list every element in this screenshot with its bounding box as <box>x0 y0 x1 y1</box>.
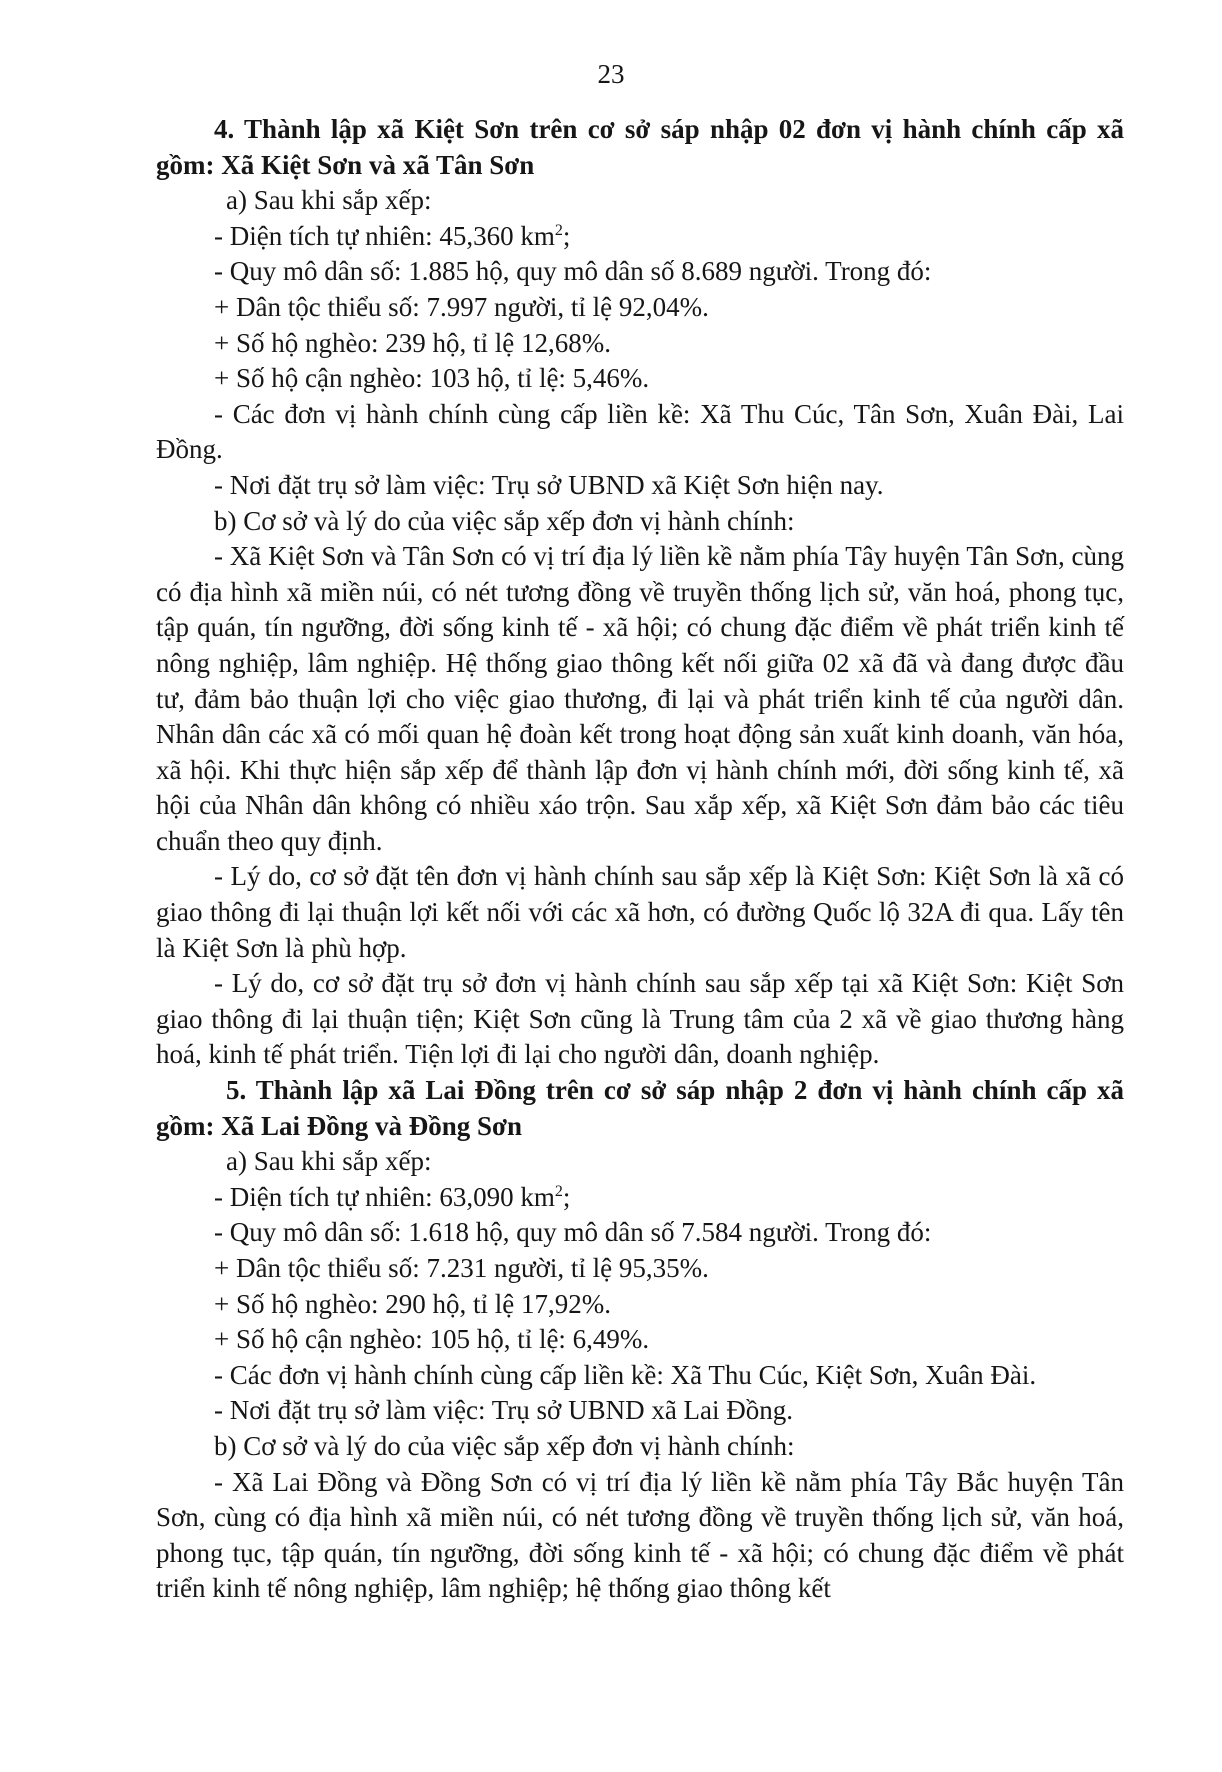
section-4-population: - Quy mô dân số: 1.885 hộ, quy mô dân số 8.689 người. Trong đó: <box>214 256 932 287</box>
section-5-population: - Quy mô dân số: 1.618 hộ, quy mô dân số 7.584 người. Trong đó: <box>214 1217 932 1248</box>
section-5-poor: + Số hộ nghèo: 290 hộ, tỉ lệ 17,92%. <box>214 1288 611 1319</box>
section-4-near-poor: + Số hộ cận nghèo: 103 hộ, tỉ lệ: 5,46%. <box>214 363 650 394</box>
section-4-ethnic: + Dân tộc thiểu số: 7.997 người, tỉ lệ 92,04%. <box>214 291 709 322</box>
section-4-adjacent: - Các đơn vị hành chính cùng cấp liền kề: Xã Thu Cúc, Tân Sơn, Xuân Đài, Lai Đồng. <box>156 398 1124 465</box>
section-5-area-sup: 2 <box>554 1182 563 1200</box>
document-body <box>156 112 1124 1607</box>
section-5-adjacent: - Các đơn vị hành chính cùng cấp liền kề: Xã Thu Cúc, Kiệt Sơn, Xuân Đài. <box>214 1359 1037 1390</box>
section-5-area-end: ; <box>562 1181 571 1212</box>
section-4-poor: + Số hộ nghèo: 239 hộ, tỉ lệ 12,68%. <box>214 327 611 358</box>
section-4-office: - Nơi đặt trụ sở làm việc: Trụ sở UBND xã Kiệt Sơn hiện nay. <box>214 469 884 500</box>
section-5-office: - Nơi đặt trụ sở làm việc: Trụ sở UBND xã Lai Đồng. <box>214 1395 794 1426</box>
section-5-near-poor: + Số hộ cận nghèo: 105 hộ, tỉ lệ: 6,49%. <box>214 1324 650 1355</box>
section-4-b-title: b) Cơ sở và lý do của việc sắp xếp đơn vị hành chính: <box>214 505 795 536</box>
page-number: 23 <box>597 59 625 89</box>
section-4-area-sup: 2 <box>554 221 563 239</box>
section-5-area <box>156 1180 1124 1216</box>
section-5-b-paragraph-1: - Xã Lai Đồng và Đồng Sơn có vị trí địa lý liền kề nằm phía Tây Bắc huyện Tân Sơn, cùng có địa hình xã miền núi, có nét tương đồng về truyền thống lịch sử, văn hoá, phong tục, tập quán, tín ngưỡng, đời sống kinh tế - xã hội; có chung đặc điểm về phát triển kinh tế nông nghiệp, lâm nghiệp; hệ thống giao thông kết <box>156 1466 1124 1604</box>
section-5-a-title: a) Sau khi sắp xếp: <box>226 1146 432 1177</box>
section-5-heading: 5. Thành lập xã Lai Đồng trên cơ sở sáp nhập 2 đơn vị hành chính cấp xã gồm: Xã Lai Đồng và Đồng Sơn <box>156 1075 1124 1141</box>
section-5-ethnic: + Dân tộc thiểu số: 7.231 người, tỉ lệ 95,35%. <box>214 1253 709 1283</box>
section-4-b-paragraph-2: - Lý do, cơ sở đặt tên đơn vị hành chính sau sắp xếp là Kiệt Sơn: Kiệt Sơn là xã có giao thông đi lại thuận lợi kết nối với các xã hơn, có đường Quốc lộ 32A đi qua. Lấy tên là Kiệt Sơn là phù hợp. <box>156 861 1124 963</box>
section-4-heading: 4. Thành lập xã Kiệt Sơn trên cơ sở sáp nhập 02 đơn vị hành chính cấp xã gồm: Xã Kiệt Sơn và xã Tân Sơn <box>156 114 1124 180</box>
section-4-b-paragraph-1: - Xã Kiệt Sơn và Tân Sơn có vị trí địa lý liền kề nằm phía Tây huyện Tân Sơn, cùng có địa hình xã miền núi, có nét tương đồng về truyền thống lịch sử, văn hoá, phong tục, tập quán, tín ngưỡng, đời sống kinh tế - xã hội; có chung đặc điểm về phát triển kinh tế nông nghiệp, lâm nghiệp. Hệ thống giao thông kết nối giữa 02 xã đã và đang được đầu tư, đảm bảo thuận lợi cho việc giao thương, đi lại và phát triển kinh tế của người dân. Nhân dân các xã có mối quan hệ đoàn kết trong hoạt động sản xuất kinh doanh, văn hóa, xã hội. Khi thực hiện sắp xếp để thành lập đơn vị hành chính mới, đời sống kinh tế, xã hội của Nhân dân không có nhiều xáo trộn. Sau xắp xếp, xã Kiệt Sơn đảm bảo các tiêu chuẩn theo quy định. <box>156 541 1124 856</box>
section-4-b-paragraph-3: - Lý do, cơ sở đặt trụ sở đơn vị hành chính sau sắp xếp tại xã Kiệt Sơn: Kiệt Sơn giao thông đi lại thuận tiện; Kiệt Sơn cũng là Trung tâm của 2 xã về giao thương hàng hoá, kinh tế phát triển. Tiện lợi đi lại cho người dân, doanh nghiệp. <box>156 968 1124 1070</box>
section-4-area-end: ; <box>562 220 571 251</box>
section-4-area-text: - Diện tích tự nhiên: 45,360 km <box>214 220 555 251</box>
section-4-a-title: a) Sau khi sắp xếp: <box>226 185 432 216</box>
section-5-b-title: b) Cơ sở và lý do của việc sắp xếp đơn vị hành chính: <box>214 1430 795 1461</box>
section-4-area <box>156 219 1124 255</box>
section-5-area-text: - Diện tích tự nhiên: 63,090 km <box>214 1181 555 1212</box>
